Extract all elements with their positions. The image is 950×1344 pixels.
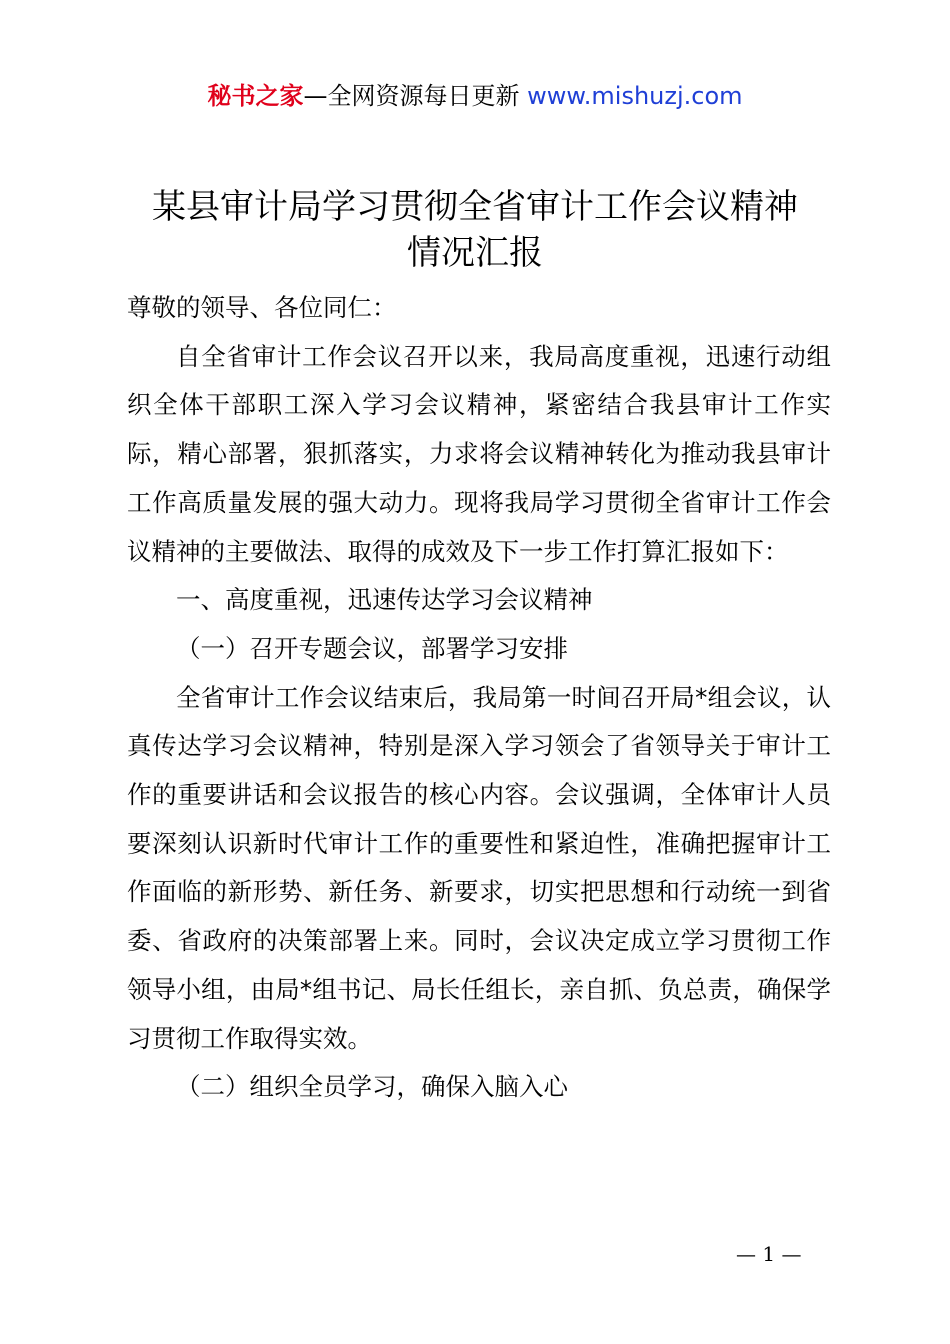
title-line-1: 某县审计局学习贯彻全省审计工作会议精神 (152, 187, 798, 227)
document-body (127, 284, 831, 1112)
subsection-heading-2: （二）组织全员学习，确保入脑入心 (176, 1072, 568, 1102)
subsection-1-paragraph: 全省审计工作会议结束后，我局第一时间召开局*组会议，认真传达学习会议精神，特别是深入学习领会了省领导关于审计工作的重要讲话和会议报告的核心内容。会议强调，全体审计人员要深刻认识新时代审计工作的重要性和紧迫性，准确把握审计工作面临的新形势、新任务、新要求，切实把思想和行动统一到省委、省政府的决策部署上来。同时，会议决定成立学习贯彻工作领导小组，由局*组书记、局长任组长，亲自抓、负总责，确保学习贯彻工作取得实效。 (127, 682, 831, 1053)
site-brand: 秘书之家 (207, 82, 304, 110)
subsection-heading-1: （一）召开专题会议，部署学习安排 (176, 633, 568, 663)
intro-paragraph: 自全省审计工作会议召开以来，我局高度重视，迅速行动组织全体干部职工深入学习会议精神，紧密结合我县审计工作实际，精心部署，狠抓落实，力求将会议精神转化为推动我县审计工作高质量发展的强大动力。现将我局学习贯彻全省审计工作会议精神的主要做法、取得的成效及下一步工作打算汇报如下： (127, 341, 831, 566)
site-url-link[interactable]: www.mishuzj.com (527, 82, 743, 110)
site-banner (0, 80, 950, 112)
salutation: 尊敬的领导、各位同仁： (127, 293, 397, 322)
page-number: — 1 — (736, 1242, 802, 1266)
section-heading-1: 一、高度重视，迅速传达学习会议精神 (176, 585, 593, 615)
document-title (0, 184, 950, 276)
title-line-2: 情况汇报 (407, 233, 543, 273)
site-tagline: —全网资源每日更新 (303, 82, 520, 110)
